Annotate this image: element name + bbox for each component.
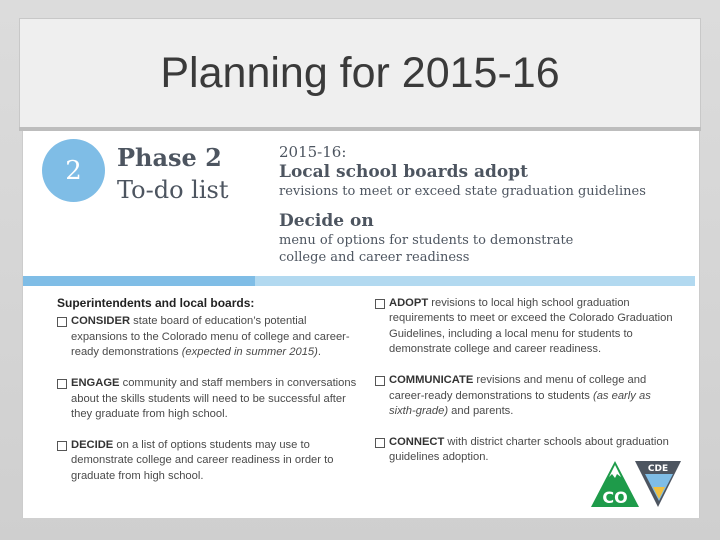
svg-text:CDE: CDE — [647, 464, 669, 474]
todo-item: ENGAGE community and staff members in conversations about the skills students will need to be successful after they graduate from high school. — [57, 376, 357, 422]
sub-decide-2: college and career readiness — [279, 250, 470, 265]
checkbox-icon — [57, 441, 67, 451]
todo-item: COMMUNICATE revisions and menu of college and career-ready demonstrations to students (as early as sixth-grade) and parents. — [375, 373, 675, 419]
sub-decide-1: menu of options for students to demonstrate — [279, 233, 574, 248]
phase-number-badge: 2 — [42, 139, 105, 202]
right-column — [375, 296, 675, 481]
todo-item: DECIDE on a list of options students may use to demonstrate college and career readiness in order to graduate from high school. — [57, 438, 357, 484]
checkbox-icon — [375, 299, 385, 309]
phase-title — [117, 141, 228, 207]
checkbox-icon — [375, 438, 385, 448]
svg-text:CO: CO — [602, 488, 628, 507]
left-column — [57, 296, 357, 500]
slide-title: Planning for 2015-16 — [160, 48, 560, 97]
cde-co-logo — [591, 461, 683, 511]
phase-summary — [279, 143, 646, 266]
todo-item: ADOPT revisions to local high school graduation requirements to meet or exceed the Colorado Graduation Guidelines, including a local menu for students to demonstrate college and career readiness. — [375, 296, 675, 358]
checkbox-icon — [57, 317, 67, 327]
column-heading: Superintendents and local boards: — [57, 296, 255, 310]
title-box — [19, 18, 701, 128]
checkbox-icon — [375, 376, 385, 386]
year-label: 2015-16: — [279, 143, 347, 161]
divider-bar — [23, 276, 695, 286]
todo-item: CONNECT with district charter schools about graduation guidelines adoption. — [375, 435, 675, 466]
checkbox-icon — [57, 379, 67, 389]
heading-adopt: Local school boards adopt — [279, 162, 528, 182]
todo-item: CONSIDER state board of education’s potential expansions to the Colorado menu of college and career-ready demonstrations (expected in summer 2015). — [57, 314, 357, 360]
sub-adopt: revisions to meet or exceed state graduation guidelines — [279, 184, 646, 199]
phase-line1: Phase 2 — [117, 143, 222, 172]
todo-image — [22, 131, 700, 518]
phase-line2: To-do list — [117, 176, 229, 204]
heading-decide: Decide on — [279, 211, 374, 231]
